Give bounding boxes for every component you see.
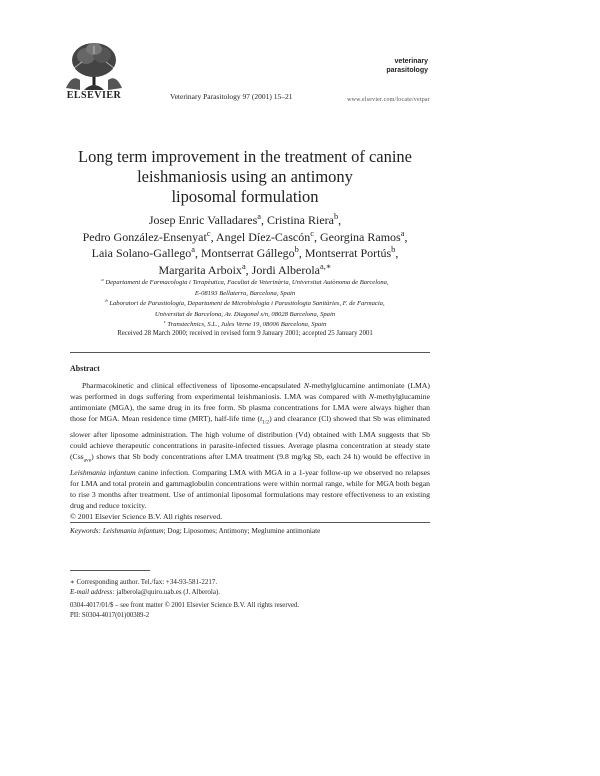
affiliation: $^b$ Laboratori de Parasitologia, Departament de Microbiologia i Parasitologia Sanitàries, F. de Farmacia, [105,297,385,307]
author-affiliation-mark: b [333,212,339,221]
footnote-rule [70,570,150,571]
divider [70,352,430,353]
author-line: Margarita Arboix$^a$, Jordi Alberola$^{a,∗}$ [158,261,332,277]
author-list [60,212,430,278]
author-name: Cristina Riera [266,213,334,227]
elsevier-tree-logo [60,40,128,92]
affiliation-cont: E-08193 Bellaterra, Barcelona, Spain [194,289,296,297]
author-affiliation-mark: c [206,228,211,238]
corresponding-author: ∗ Corresponding author. Tel./fax: +34-93-581-2217. [70,578,218,586]
abstract-text: Pharmacokinetic and clinical effectiveness of liposome-encapsulated N-methylglucamine antimoniate (LMA) was performed in dogs suffering from experimental leishmaniosis. LMA was compared with N-methylglucamine antimoniate (MGA), the same drug in its free form. Sb plasma concentrations for LMA were always higher than those for MGA. Mean residence time (MRT), half-life time $(t_{1/2})$ and clearance (Cl) showed that Sb was eliminated slower after liposome administration. The high volume of distribution (Vd) obtained with LMA suggests that Sb could achieve therapeutic concentrations in parasite-infected tissues. Average plasma concentration at steady state (Css$_{ave}$) shows that Sb body concentrations after LMA treatment (9.8 mg/kg Sb, each 24 h) would be effective in Leishmania infantum canine infection. Comparing LMA with MGA in a 1-year follow-up we observed no relapses for LMA and total protein and gammaglobulin concentrations were within normal range, while for MGA both began to rise 3 months after treatment. Use of antimonial liposomal formulations may restore effectiveness to an existing drug and reduce toxicity. © 2001 Elsevier Science B.V. All rights reserved. [70,381,431,522]
author-name: Angel Díez-Cascón [215,229,311,244]
author-affiliation-mark: a [241,261,246,271]
affiliation-cont: Universitat de Barcelona, Av. Diagonal s/n, 08028 Barcelona, Spain [154,310,336,318]
keywords-label: Keywords: [70,527,101,535]
received-dates: Received 28 March 2000; received in revised form 9 January 2001; accepted 25 January 2001 [117,330,373,337]
affiliation: $^a$ Departament de Farmacologia i Terapèutica, Facultat de Veterinària, Universitat Autònoma de Barcelona, [101,276,389,286]
journal-logo [356,57,428,75]
author-line: Laia Solano-Gallego$^a$, Montserrat Gállego$^b$, Montserrat Portús$^b$, [91,245,399,260]
footnote [70,577,370,597]
author-name: Georgina Ramos [319,229,401,244]
publisher-name: ELSEVIER [66,90,122,101]
title-line: liposomal formulation [171,187,319,206]
author-name: Josep Enric Valladares [148,213,258,227]
affiliation-list [60,278,430,331]
author-line: Pedro González-Ensenyat$^c$, Angel Díez-Cascón$^c$, Georgina Ramos$^a$, [82,228,408,244]
author-affiliation-mark: a [400,228,405,238]
article-title [60,147,430,207]
author-name: Laia Solano-Gallego [91,246,192,260]
divider [70,522,430,523]
journal-logo-line1: veterinary [394,58,428,65]
author-line: Josep Enric Valladares$^a$, Cristina Riera$^b$, [148,212,342,227]
issn-line: 0304-4017/01/$ – see front matter © 2001 Elsevier Science B.V. All rights reserved. [70,602,300,609]
author-affiliation-mark: a [191,245,195,254]
author-affiliation-mark: a,∗ [319,261,332,271]
author-name: Pedro González-Ensenyat [82,229,207,244]
keywords: Keywords: Leishmania infantum; Dog; Liposomes; Antimony; Meglumine antimoniate [70,527,321,535]
email-line: E-mail address: jalberola@quiro.uab.es (J. Alberola). [70,588,221,596]
author-name: Jordi Alberola [251,262,320,277]
pii-line: PII: S0304-4017(01)00389-2 [70,612,150,619]
author-affiliation-mark: b [391,245,396,254]
affiliation: $^c$ Transtechnics, S.L., Jules Verne 19, 08006 Barcelona, Spain [163,318,327,328]
journal-reference: Veterinary Parasitology 97 (2001) 15–21 [170,92,293,101]
journal-url: www.elsevier.com/locate/vetpar [347,97,430,103]
title-line: Long term improvement in the treatment of canine [77,147,412,166]
author-affiliation-mark: c [310,228,314,238]
abstract-heading: Abstract [70,364,100,373]
abstract-copyright: © 2001 Elsevier Science B.V. All rights reserved. [70,512,223,522]
author-name: Montserrat Portús [304,246,392,260]
title-line: leishmaniosis using an antimony [137,167,353,186]
front-matter [70,601,370,621]
journal-logo-line2: parasitology [386,67,428,74]
author-name: Montserrat Gállego [201,246,295,260]
author-name: Margarita Arboix [158,262,242,277]
author-affiliation-mark: b [294,245,299,254]
author-affiliation-mark: a [257,212,261,221]
email-address: jalberola@quiro.uab.es (J. Alberola). [114,588,221,596]
